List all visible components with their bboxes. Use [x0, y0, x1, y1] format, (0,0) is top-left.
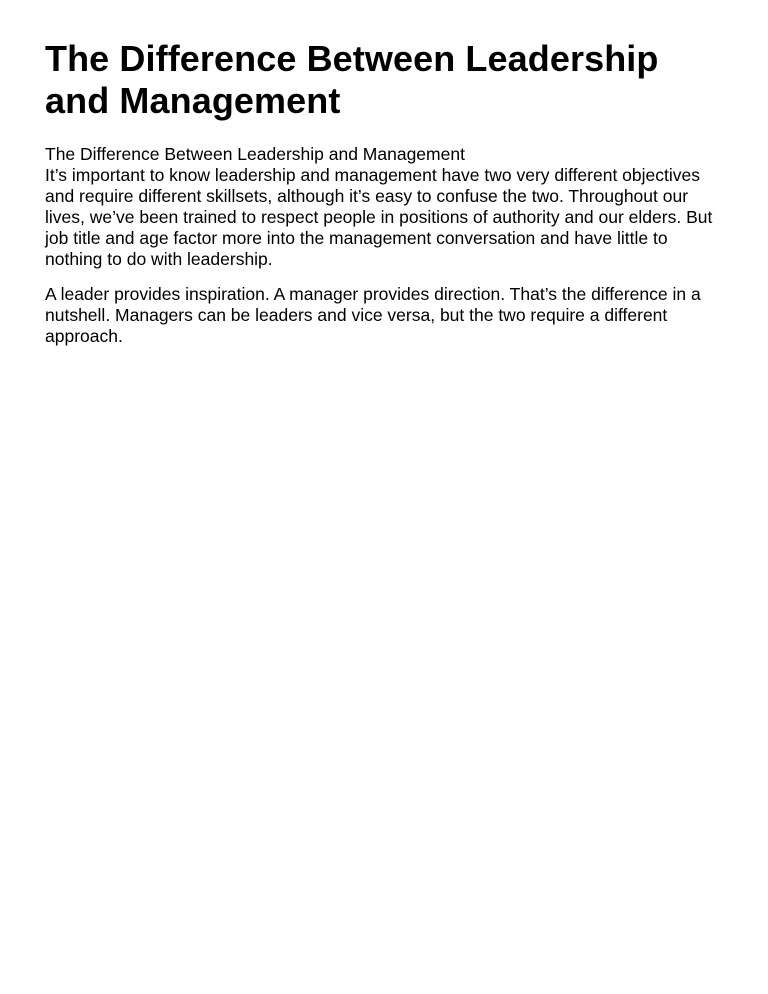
paragraph-lead-line: The Difference Between Leadership and Management	[45, 144, 465, 164]
paragraph-body: A leader provides inspiration. A manager provides direction. That’s the difference in a nutshell. Managers can be leaders and vice versa, but the two require a different approach.	[45, 284, 701, 346]
paragraph-summary	[45, 284, 723, 347]
paragraph-body: It’s important to know leadership and management have two very different objectives and require different skillsets, although it’s easy to confuse the two. Throughout our lives, we’ve been trained to respect people in positions of authority and our elders. But job title and age factor more into the management conversation and have little to nothing to do with leadership.	[45, 165, 713, 269]
paragraph-intro	[45, 144, 723, 270]
document-page	[0, 0, 768, 347]
page-title: The Difference Between Leadership and Management	[45, 38, 659, 121]
